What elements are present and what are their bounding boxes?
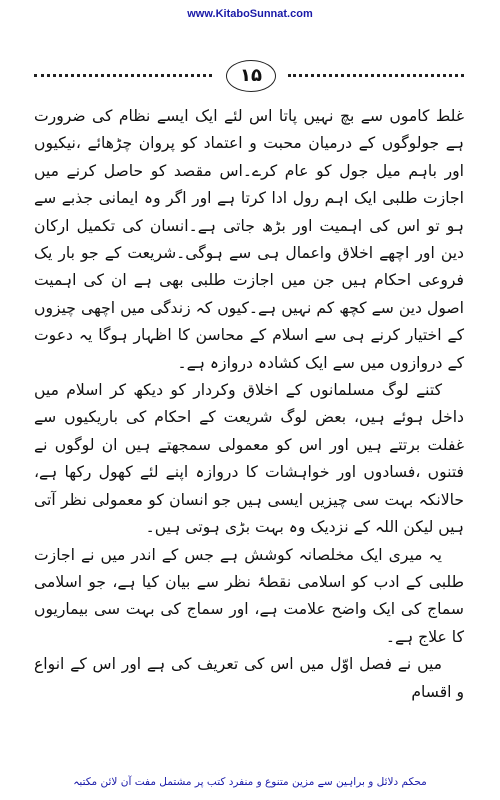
footer-promo: محکم دلائل و براہین سے مزین متنوع و منفرد کتب پر مشتمل مفت آن لائن مکتبہ	[73, 776, 427, 788]
body-text	[34, 103, 464, 706]
divider-left	[34, 74, 212, 77]
paragraph: غلط کاموں سے بچ نہیں پاتا اس لئے ایک ایسے نظام کی ضرورت ہے جولوگوں کے درمیان محبت و اعتماد کو پروان چڑھائے ،نیکیوں اور باہم میل جول کو عام کرے۔اس مقصد کو حاصل کرنے میں اجازت طلبی ایک اہم رول ادا کرتا ہے اور اگر وہ ایمانی جذبے سے ہو تو اس کی اہمیت اور بڑھ جاتی ہے۔انسان کی تکمیل ارکان دین اور اچھے اخلاق واعمال ہی سے ہوگی۔شریعت کے جو بار یک فروعی احکام ہیں جن میں اجازت طلبی بھی ہے ان کی اہمیت اصول دین سے کچھ کم نہیں ہے۔کیوں کہ زندگی میں اچھی چیزوں کے اختیار کرنے ہی سے اسلام کے محاسن کا اظہار ہوگا یہ دعوت کے دروازوں میں سے ایک کشادہ دروازہ ہے۔	[34, 107, 464, 372]
paragraph: کتنے لوگ مسلمانوں کے اخلاق وکردار کو دیکھ کر اسلام میں داخل ہوئے ہیں، بعض لوگ شریعت کے احکام کی باریکیوں سے غفلت برتتے ہیں اور اس کو معمولی سمجھتے ہیں ان لوگوں نے فتنوں ،فسادوں اور خواہشات کا دروازہ اپنے لئے کھول رکھا ہے، حالانکہ بہت سی چیزیں ایسی ہیں جو انسان کو معمولی نظر آتی ہیں لیکن اللہ کے نزدیک وہ بہت بڑی ہوتی ہیں۔	[34, 381, 464, 537]
site-url: www.KitaboSunnat.com	[187, 8, 313, 20]
page-number: ۱۵	[226, 60, 276, 92]
paragraph: یہ میری ایک مخلصانہ کوشش ہے جس کے اندر میں نے اجازت طلبی کے ادب کو اسلامی نقطۂ نظر سے بیان کیا ہے، جو اسلامی سماج کی ایک واضح علامت ہے، اور سماج کی بہت سی بیماریوں کا علاج ہے۔	[34, 545, 464, 646]
paragraph: میں نے فصل اوّل میں اس کی تعریف کی ہے اور اس کے انواع و اقسام	[34, 655, 464, 701]
divider-right	[288, 74, 464, 77]
